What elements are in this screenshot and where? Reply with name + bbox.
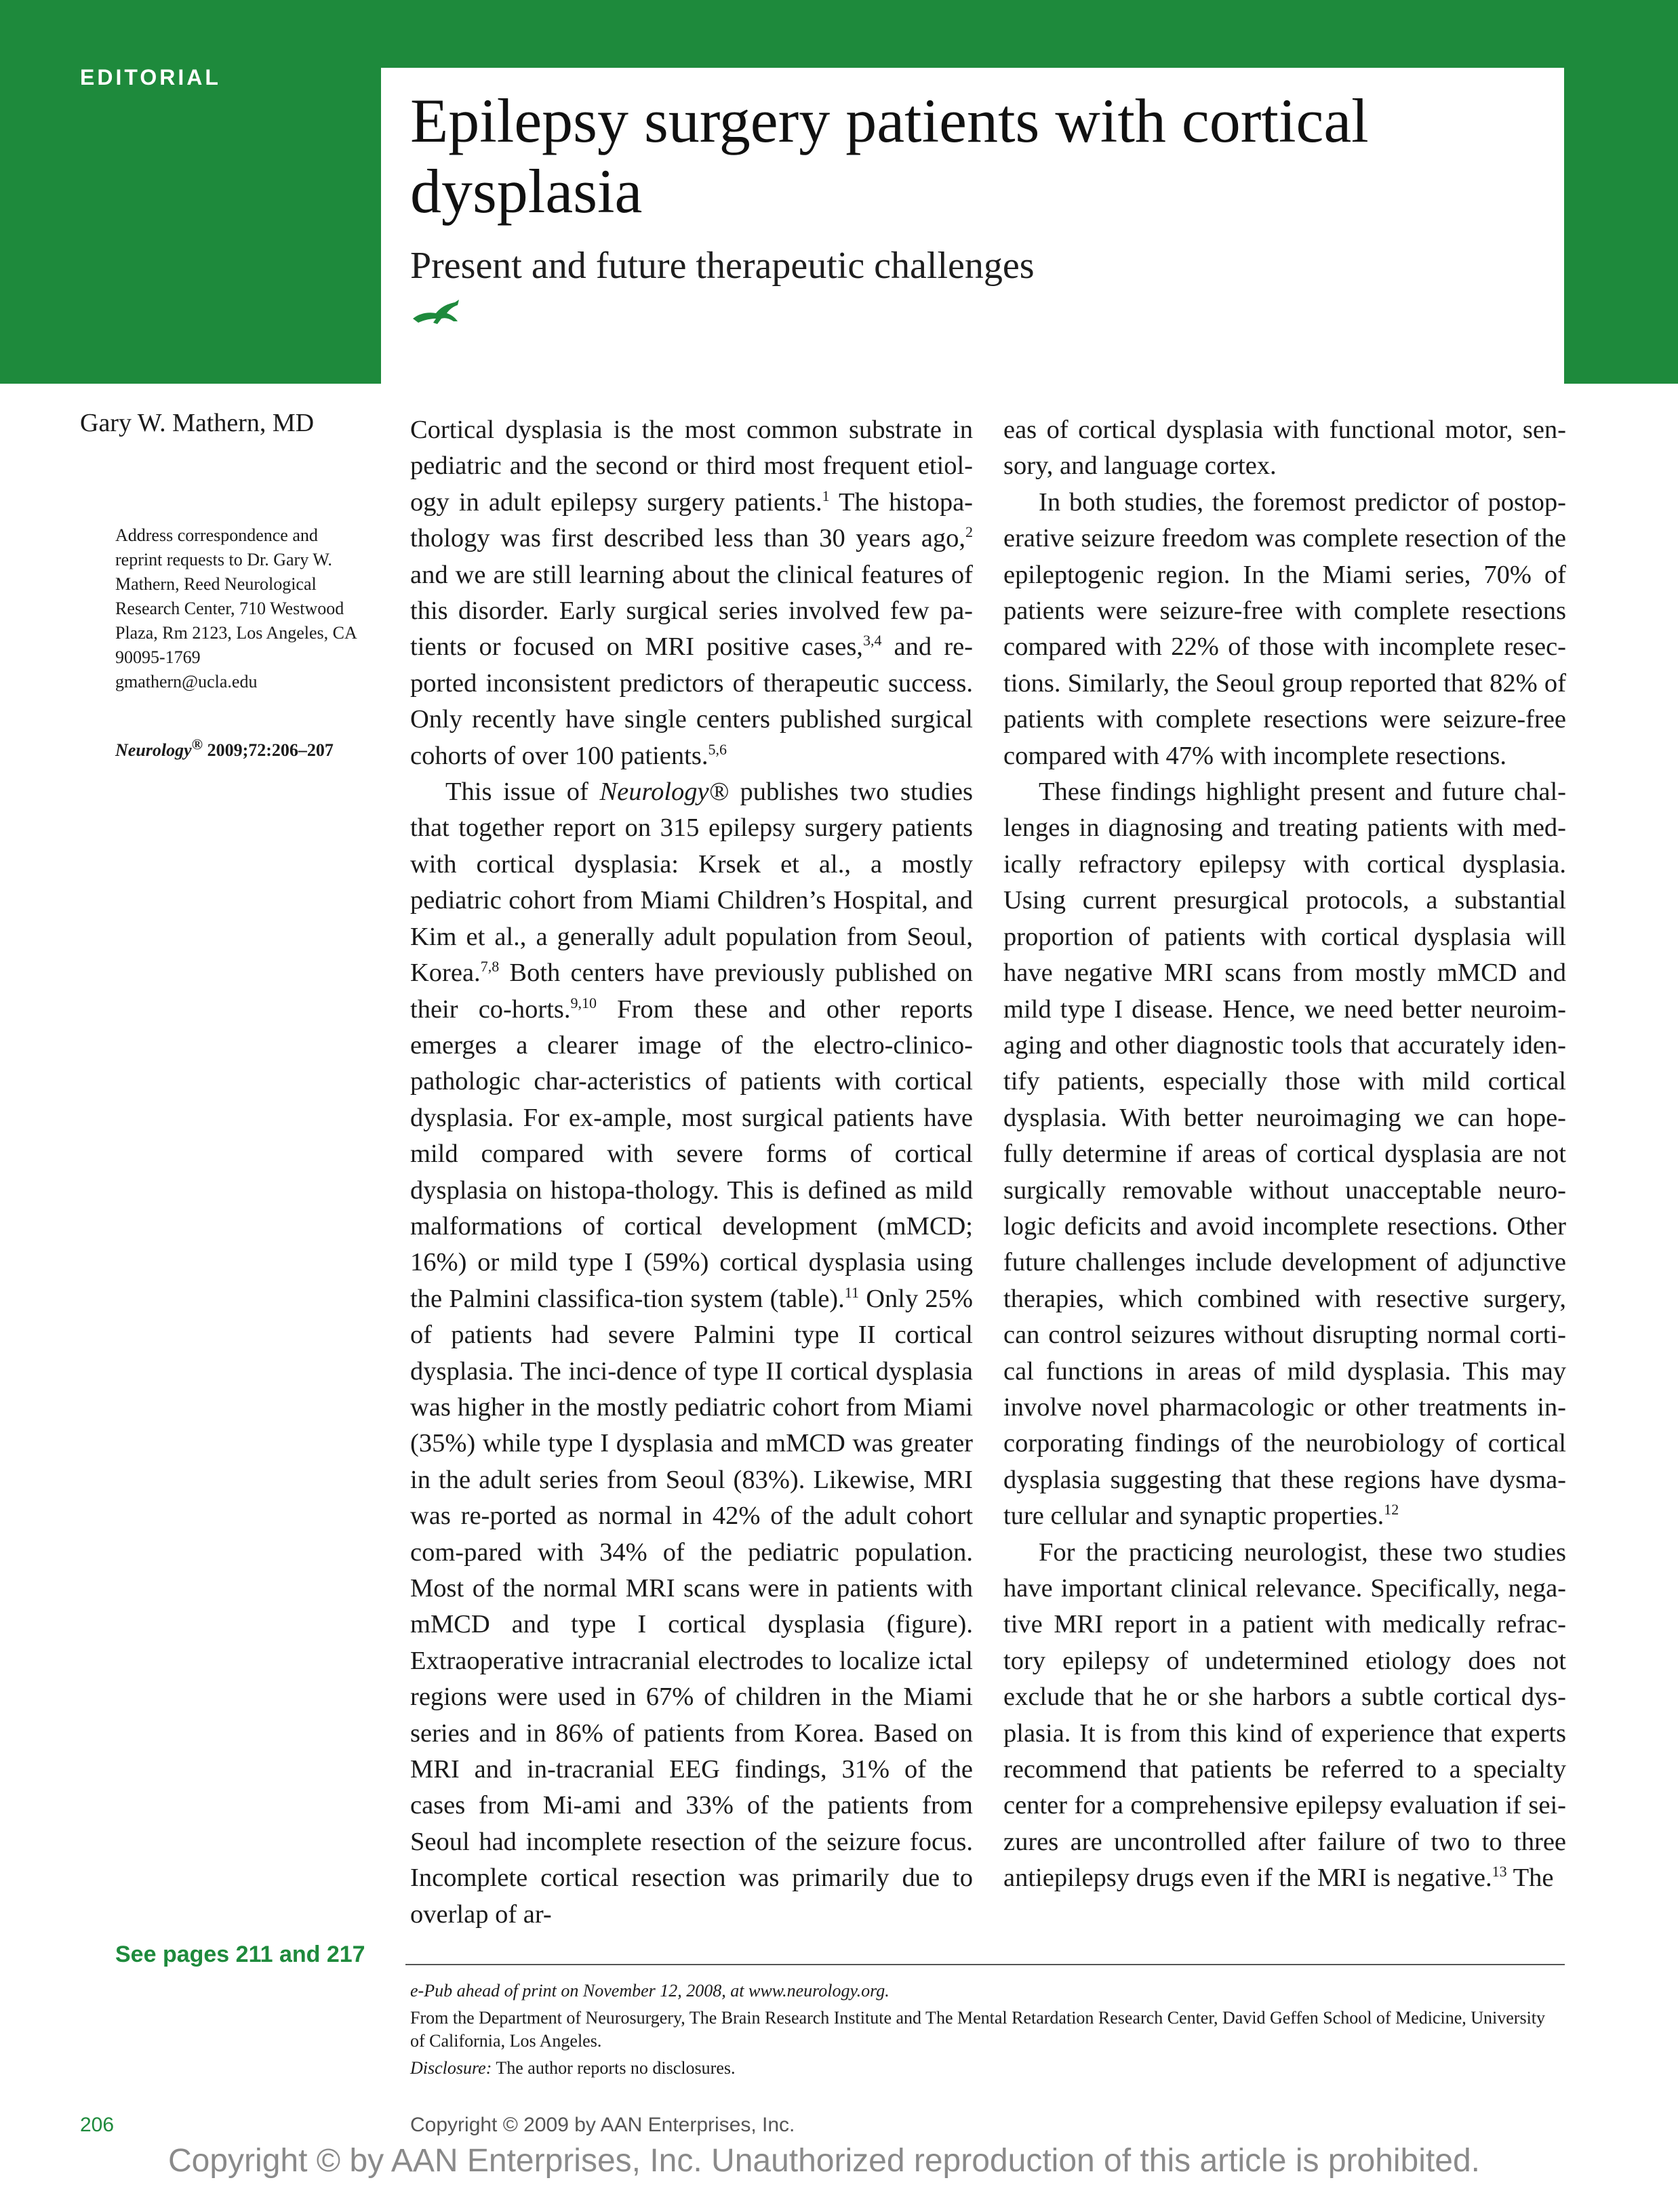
registered-mark: ® <box>191 736 203 753</box>
article-subtitle: Present and future therapeutic challenges <box>410 245 1035 287</box>
running-rabbit-icon <box>410 298 462 329</box>
copyright-watermark: Copyright © by AAN Enterprises, Inc. Unauthorized reproduction of this article is prohibited. <box>168 2143 1480 2179</box>
disclosure-note: Disclosure: The author reports no disclosures. <box>410 2058 736 2078</box>
paragraph: eas of cortical dysplasia with functional motor, sen-sory, and language cortex. <box>1003 416 1566 481</box>
article-title: Epilepsy surgery patients with cortical dysplasia <box>410 86 1369 226</box>
affiliation-note: From the Department of Neurosurgery, The Brain Research Institute and The Mental Retardation Research Center, David Geffen School of Medicine, University of California, Los Angeles. <box>410 2008 1546 2051</box>
paragraph: For the practicing neurologist, these two studies have important clinical relevance. Specifically, nega-tive MRI report in a patient with medically refrac-tory epilepsy of undetermined etiology does not exclude that he or she harbors a subtle cortical dys-plasia. It is from this kind of experience that experts recommend that patients be referred to a specialty center for a comprehensive epilepsy evaluation if sei-zures are uncontrolled after failure of two to three antiepilepsy drugs even if the MRI is negative.$^{13}$ The <box>1003 1537 1566 1893</box>
copyright-notice: Copyright © 2009 by AAN Enterprises, Inc. <box>410 2114 795 2136</box>
footer-divider <box>405 1964 1565 1965</box>
paragraph: Cortical dysplasia is the most common substrate in pediatric and the second or third most frequent etiol-ogy in adult epilepsy surgery patients.$^1$ The histopa-thology was first described less than 30 years ago,$^2$ and we are still learning about the clinical features of this disorder. Early surgical series involved few pa-tients or focused on MRI positive cases,$^{3,4}$ and re-ported inconsistent predictors of therapeutic success. Only recently have single centers published surgical cohorts of over 100 patients.$^{5,6}$ <box>410 416 973 770</box>
journal-citation <box>115 736 334 761</box>
epub-note: e-Pub ahead of print on November 12, 2008, at www.neurology.org. <box>410 1981 890 2000</box>
paragraph: This issue of Neurology® publishes two studies that together report on 315 epilepsy surgery patients with cortical dysplasia: Krsek et al., a mostly pediatric cohort from Miami Children’s Hospital, and Kim et al., a generally adult population from Seoul, Korea.$^{7,8}$ Both centers have previously published on their co-horts.$^{9,10}$ From these and other reports emerges a clearer image of the electro-clinico-pathologic char-acteristics of patients with cortical dysplasia. For ex-ample, most surgical patients have mild compared with severe forms of cortical dysplasia on histopa-thology. This is defined as mild malformations of cortical development (mMCD; 16%) or mild type I (59%) cortical dysplasia using the Palmini classifica-tion system (table).$^{11}$ Only 25% of patients had severe Palmini type II cortical dysplasia. The inci-dence of type II cortical dysplasia was higher in the mostly pediatric cohort from Miami (35%) while type I dysplasia and mMCD was greater in the adult series from Seoul (83%). Likewise, MRI was re-ported as normal in 42% of the adult cohort com-pared with 34% of the pediatric population. Most of the normal MRI scans were in patients with mMCD and type I cortical dysplasia (figure). Extraoperative intracranial electrodes to localize ictal regions were used in 67% of children in the Miami series and in 86% of patients from Korea. Based on MRI and in-tracranial EEG findings, 31% of the cases from Mi-ami and 33% of the patients from Seoul had incomplete resection of the seizure focus. Incomplete cortical resection was primarily due to overlap of ar- <box>410 778 974 1929</box>
author-name: Gary W. Mathern, MD <box>80 409 315 437</box>
paragraph: These findings highlight present and future chal-lenges in diagnosing and treating patients with med-ically refractory epilepsy with cortical dysplasia. Using current presurgical protocols, a substantial proportion of patients with cortical dysplasia will have negative MRI scans from mostly mMCD and mild type I disease. Hence, we need better neuroim-aging and other diagnostic tools that accurately iden-tify patients, especially those with mild cortical dysplasia. With better neuroimaging we can hope-fully determine if areas of cortical dysplasia are not surgically removable without unacceptable neuro-logic deficits and avoid incomplete resections. Other future challenges include development of adjunctive therapies, which combined with resective surgery, can control seizures without disrupting normal corti-cal functions in areas of mild dysplasia. This may involve novel pharmacologic or other treatments in-corporating findings of the neurobiology of cortical dysplasia suggesting that these regions have dysma-ture cellular and synaptic properties.$^{12}$ <box>1003 778 1566 1531</box>
page-number: 206 <box>80 2114 115 2136</box>
section-label: EDITORIAL <box>80 65 221 89</box>
paragraph: In both studies, the foremost predictor of postop-erative seizure freedom was complete resection of the epileptogenic region. In the Miami series, 70% of patients were seizure-free with complete resections compared with 22% of those with incomplete resec-tions. Similarly, the Seoul group reported that 82% of patients with complete resections were seizure-free compared with 47% with incomplete resections. <box>1003 487 1566 770</box>
citation-volume: 2009;72:206–207 <box>203 740 334 760</box>
footnotes <box>410 1979 1563 2084</box>
body-column-left <box>410 412 973 1933</box>
see-pages-link[interactable]: See pages 211 and 217 <box>115 1942 365 1967</box>
journal-name: Neurology <box>115 740 192 760</box>
body-column-right <box>1003 412 1566 1897</box>
correspondence-address: Address correspondence and reprint requests to Dr. Gary W. Mathern, Reed Neurological Research Center, 710 Westwood Plaza, Rm 2123, Los Angeles, CA 90095-1769 gmathern@ucla.edu <box>115 525 357 691</box>
